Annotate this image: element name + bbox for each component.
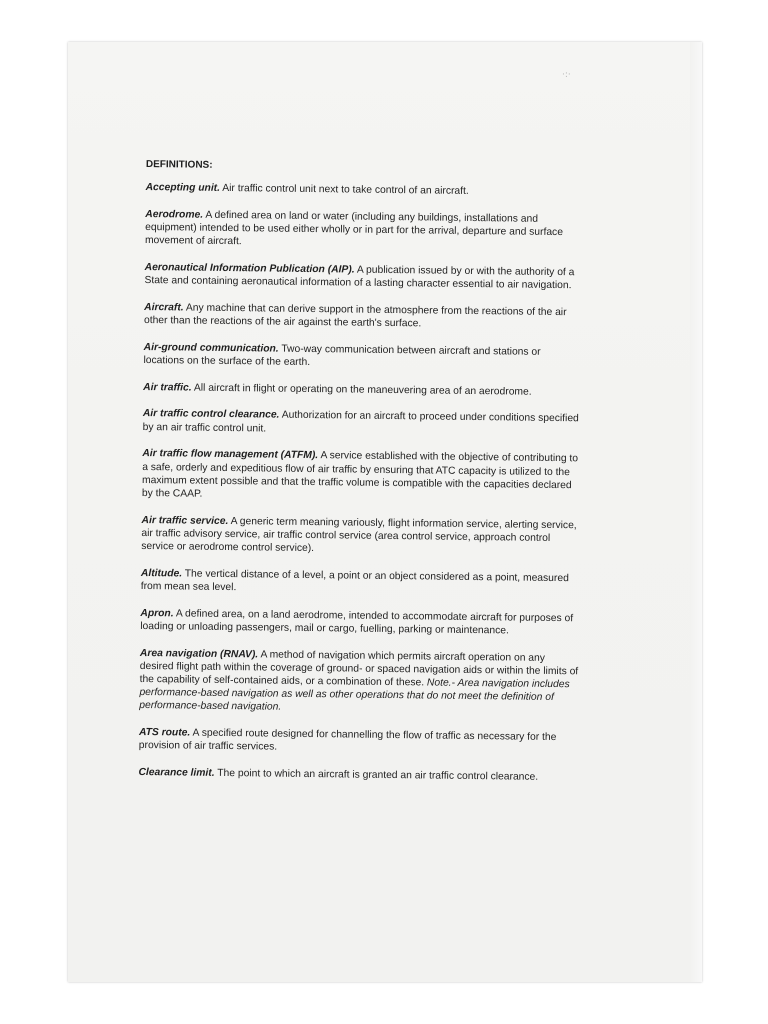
definition-entry-rnav bbox=[139, 647, 580, 718]
definition-term: Apron. bbox=[140, 607, 174, 620]
definition-text: The point to which an aircraft is granted an air traffic control clearance. bbox=[214, 767, 539, 783]
definition-entry-apron bbox=[140, 607, 580, 639]
definition-text: A publication issued by or with the authority of a State and containing aeronautical information of a lasting character essential to air navigation. bbox=[144, 264, 575, 292]
definition-text: A specified route designed for channelling the flow of traffic as necessary for the provision of air traffic services. bbox=[138, 727, 557, 753]
definitions-heading: DEFINITIONS: bbox=[145, 158, 213, 171]
definition-term: Aerodrome. bbox=[145, 208, 204, 221]
definition-entry-atc-clearance bbox=[143, 407, 583, 439]
definition-term: Area navigation (RNAV). bbox=[139, 647, 259, 660]
definition-entry-accepting-unit bbox=[146, 181, 586, 200]
definition-text: Any machine that can derive support in the atmosphere from the reactions of the air other than the reactions of the air against the earth's surface. bbox=[143, 302, 567, 330]
definition-text: The vertical distance of a level, a point or an object considered as a point, measured from mean sea level. bbox=[140, 568, 569, 594]
definition-term: Clearance limit. bbox=[138, 766, 215, 779]
definition-term: Air traffic. bbox=[143, 381, 192, 394]
definition-text: A service established with the objective of contributing to a safe, orderly and expeditious flow of air traffic by ensuring that ATC capacity is utilized to the maximum extent possible and that the traffic volume is compatible with the capacities declared by the CAAP. bbox=[141, 450, 579, 500]
definition-term: Air traffic service. bbox=[141, 514, 229, 527]
definition-note: Note.- Area navigation includes performance-based navigation as well as other operations that do not meet the definition of performance-based navigation. bbox=[139, 677, 570, 714]
paper-edge bbox=[690, 42, 702, 982]
definition-entry-aerodrome bbox=[145, 208, 585, 253]
definition-term: Aeronautical Information Publication (AIP). bbox=[144, 262, 355, 276]
definition-text: A method of navigation which permits aircraft operation on any desired flight path within the coverage of ground- or spaced navigation aids or within the limits of the capability of self-contained aids, or a combination of these. bbox=[139, 648, 579, 689]
definition-text: Authorization for an aircraft to proceed under conditions specified by an air traffic control unit. bbox=[142, 410, 579, 435]
definition-term: Accepting unit. bbox=[145, 182, 221, 195]
definition-term: ATS route. bbox=[138, 727, 191, 739]
definition-entry-air-traffic bbox=[143, 381, 583, 400]
corner-mark: ·:· bbox=[562, 70, 571, 80]
definition-entry-ats-route bbox=[139, 726, 579, 758]
definition-text: Air traffic control unit next to take control of an aircraft. bbox=[219, 183, 469, 198]
definition-entry-air-traffic-service bbox=[141, 514, 581, 559]
definition-text: A defined area, on a land aerodrome, intended to accommodate aircraft for purposes of loading or unloading passengers, mail or cargo, fuelling, parking or maintenance. bbox=[140, 608, 574, 637]
definition-entry-aip bbox=[144, 261, 584, 293]
definition-entry-aircraft bbox=[144, 301, 584, 333]
definition-term: Air-ground communication. bbox=[143, 341, 279, 355]
definition-entry-air-ground-communication bbox=[143, 341, 583, 373]
definition-term: Altitude. bbox=[140, 567, 183, 580]
definition-term: Air traffic control clearance. bbox=[142, 408, 280, 422]
definition-entry-clearance-limit bbox=[138, 766, 578, 785]
definition-entry-altitude bbox=[141, 567, 581, 599]
definition-text: A generic term meaning variously, flight information service, alerting service, air traffic advisory service, air traffic control service (area control service, approach control service or aerodrome control service). bbox=[141, 515, 577, 555]
definition-text: Two-way communication between aircraft and stations or locations on the surface of the earth. bbox=[143, 343, 541, 369]
definition-text: All aircraft in flight or operating on the maneuvering area of an aerodrome. bbox=[191, 382, 532, 398]
definition-term: Air traffic flow management (ATFM). bbox=[142, 448, 319, 462]
document-body bbox=[138, 158, 586, 798]
definition-term: Aircraft. bbox=[144, 301, 184, 314]
definition-entry-atfm bbox=[142, 447, 583, 505]
definition-text: A defined area on land or water (including any buildings, installations and equipment) intended to be used either wholly or in part for the arrival, departure and surface movement of aircraft. bbox=[144, 209, 564, 248]
